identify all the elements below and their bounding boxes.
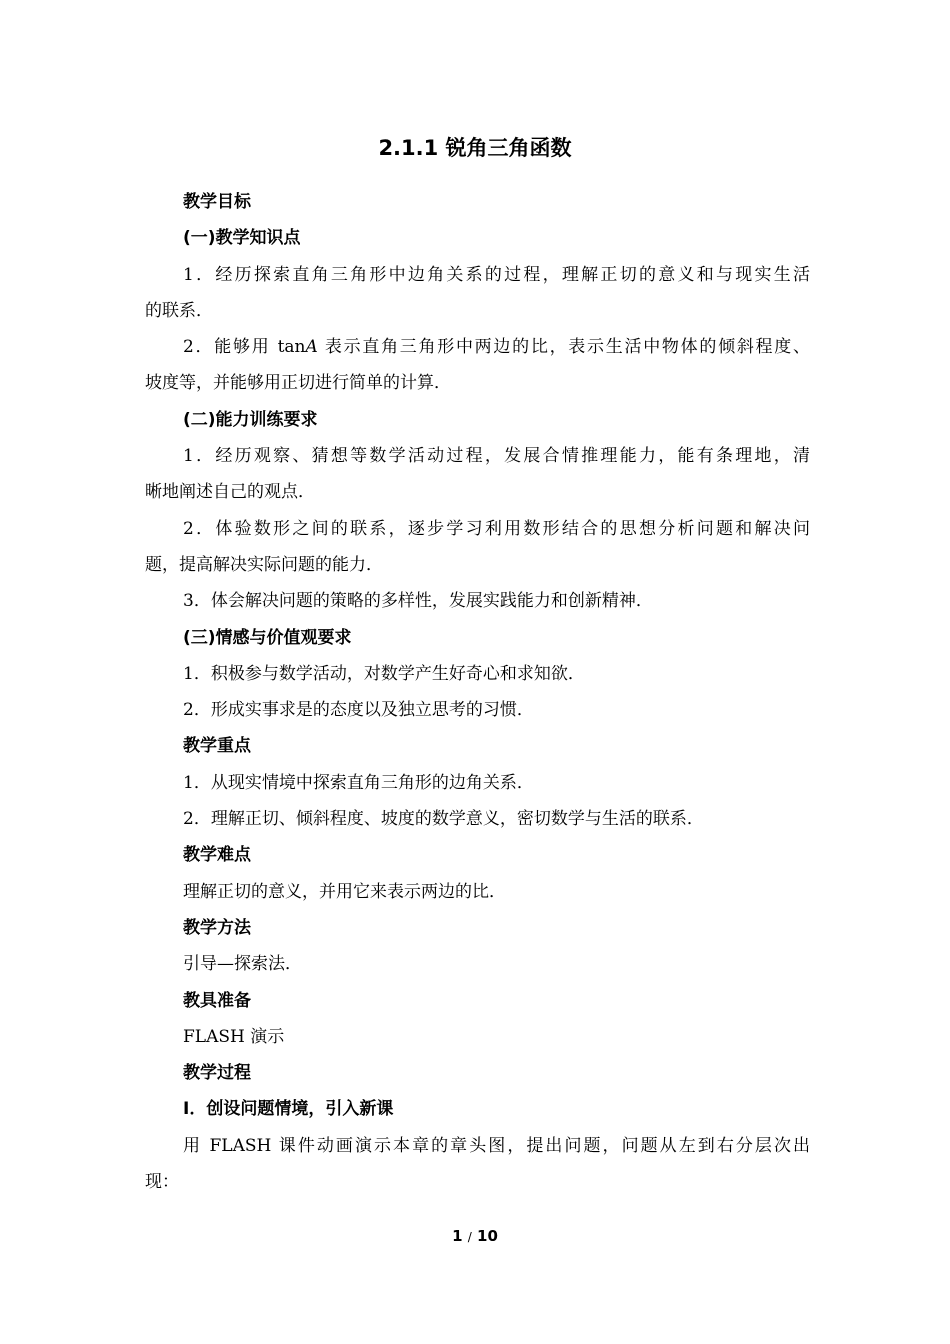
paragraph-line: FLASH 演示 <box>183 1026 285 1047</box>
paragraph-line: 2．理解正切、倾斜程度、坡度的数学意义，密切数学与生活的联系． <box>183 809 704 830</box>
section-heading-method: 教学方法 <box>183 917 251 938</box>
section-heading-process: 教学过程 <box>183 1063 251 1084</box>
paragraph-line: 2．体验数形之间的联系，逐步学习利用数形结合的思想分析问题和解决问 <box>183 518 810 539</box>
paragraph-line: 现： <box>145 1172 179 1193</box>
paragraph-line: 2．形成实事求是的态度以及独立思考的习惯． <box>183 700 534 721</box>
text-span: 2．能够用 tan <box>183 337 306 358</box>
paragraph-line: 1．经历探索直角三角形中边角关系的过程，理解正切的意义和与现实生活 <box>183 264 810 285</box>
paragraph-line: 1．经历观察、猜想等数学活动过程，发展合情推理能力，能有条理地，清 <box>183 446 810 467</box>
paragraph-line <box>145 329 810 365</box>
section-heading-abilities: (二)能力训练要求 <box>183 409 318 430</box>
paragraph-line: 的联系． <box>145 300 213 321</box>
paragraph-line: 坡度等，并能够用正切进行简单的计算． <box>145 373 451 394</box>
document-body <box>145 184 810 1200</box>
page-total: 10 <box>477 1227 498 1245</box>
section-heading-difficulty: 教学难点 <box>183 845 251 866</box>
paragraph-line: 晰地阐述自己的观点． <box>145 482 315 503</box>
section-heading-values: (三)情感与价值观要求 <box>183 627 352 648</box>
paragraph-line: 理解正切的意义，并用它来表示两边的比． <box>183 881 506 902</box>
paragraph-line: 题，提高解决实际问题的能力． <box>145 554 383 575</box>
page-current: 1 <box>452 1227 463 1245</box>
paragraph-line: 引导—探索法． <box>183 954 302 975</box>
section-heading-knowledge: (一)教学知识点 <box>183 228 301 249</box>
page-separator: / <box>467 1230 472 1244</box>
section-heading-keypoints: 教学重点 <box>183 736 251 757</box>
paragraph-line: 1．积极参与数学活动，对数学产生好奇心和求知欲． <box>183 663 585 684</box>
italic-variable: A <box>305 337 318 358</box>
page-number <box>0 1225 950 1248</box>
section-heading-goals: 教学目标 <box>183 192 251 212</box>
paragraph-line: 用 FLASH 课件动画演示本章的章头图，提出问题，问题从左到右分层次出 <box>183 1135 810 1156</box>
document-title: 2.1.1 锐角三角函数 <box>378 136 572 160</box>
paragraph-line: 3．体会解决问题的策略的多样性，发展实践能力和创新精神． <box>183 591 653 612</box>
paragraph-line: 1．从现实情境中探索直角三角形的边角关系． <box>183 772 534 793</box>
subsection-heading-step1: Ⅰ．创设问题情境，引入新课 <box>183 1099 394 1120</box>
text-span: 表示直角三角形中两边的比，表示生活中物体的倾斜程度、 <box>317 337 810 358</box>
section-heading-tools: 教具准备 <box>183 990 251 1011</box>
